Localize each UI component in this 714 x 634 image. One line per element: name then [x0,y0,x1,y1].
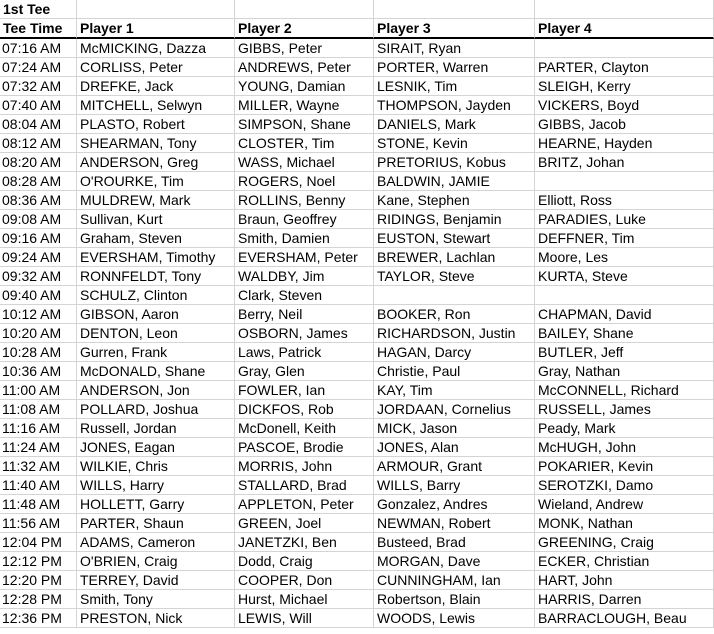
table-row [0,381,714,400]
table-row [0,191,714,210]
player-4-cell[interactable]: Elliott, Ross [535,191,714,210]
tee-time-cell[interactable]: 11:00 AM [0,381,77,400]
table-row [0,115,714,134]
tee-time-cell[interactable]: 07:32 AM [0,77,77,96]
player-1-cell[interactable]: GIBSON, Aaron [77,305,235,324]
player-1-cell[interactable]: WILLS, Harry [77,476,235,495]
player-1-cell[interactable]: ADAMS, Cameron [77,533,235,552]
header-player-2[interactable]: Player 2 [235,19,374,39]
player-1-cell[interactable]: EVERSHAM, Timothy [77,248,235,267]
player-1-cell[interactable]: O'ROURKE, Tim [77,172,235,191]
table-row [0,153,714,172]
player-2-cell[interactable]: OSBORN, James [235,324,374,343]
player-2-cell[interactable]: Laws, Patrick [235,343,374,362]
table-row [0,39,714,58]
player-3-cell[interactable]: LESNIK, Tim [374,77,535,96]
tee-time-cell[interactable]: 07:24 AM [0,58,77,77]
player-3-cell[interactable]: ARMOUR, Grant [374,457,535,476]
player-3-cell[interactable] [374,286,535,305]
table-body [0,39,714,628]
player-4-cell[interactable] [535,39,714,58]
player-4-cell[interactable]: VICKERS, Boyd [535,96,714,115]
player-3-cell[interactable]: WOODS, Lewis [374,609,535,628]
player-2-cell[interactable]: SIMPSON, Shane [235,115,374,134]
player-2-cell[interactable]: GIBBS, Peter [235,39,374,58]
player-1-cell[interactable]: PARTER, Shaun [77,514,235,533]
table-row [0,571,714,590]
table-row [0,495,714,514]
tee-time-cell[interactable]: 10:20 AM [0,324,77,343]
player-1-cell[interactable]: ANDERSON, Jon [77,381,235,400]
empty-cell[interactable] [235,0,374,19]
player-3-cell[interactable]: JONES, Alan [374,438,535,457]
player-4-cell[interactable]: McHUGH, John [535,438,714,457]
table-row [0,476,714,495]
player-3-cell[interactable]: MICK, Jason [374,419,535,438]
player-3-cell[interactable]: Busteed, Brad [374,533,535,552]
player-1-cell[interactable]: Russell, Jordan [77,419,235,438]
player-3-cell[interactable]: TAYLOR, Steve [374,267,535,286]
player-4-cell[interactable] [535,286,714,305]
player-4-cell[interactable]: CHAPMAN, David [535,305,714,324]
player-4-cell[interactable]: SEROTZKI, Damo [535,476,714,495]
table-row [0,609,714,628]
empty-cell[interactable] [535,0,714,19]
table-row [0,172,714,191]
tee-time-cell[interactable]: 09:16 AM [0,229,77,248]
player-4-cell[interactable] [535,172,714,191]
player-2-cell[interactable]: LEWIS, Will [235,609,374,628]
table-row [0,77,714,96]
player-4-cell[interactable]: BARRACLOUGH, Beau [535,609,714,628]
tee-time-cell[interactable]: 08:36 AM [0,191,77,210]
tee-time-cell[interactable]: 12:20 PM [0,571,77,590]
player-4-cell[interactable]: McCONNELL, Richard [535,381,714,400]
player-3-cell[interactable]: PRETORIUS, Kobus [374,153,535,172]
table-row [0,229,714,248]
empty-cell[interactable] [77,0,235,19]
player-3-cell[interactable]: RICHARDSON, Justin [374,324,535,343]
player-4-cell[interactable]: HEARNE, Hayden [535,134,714,153]
player-4-cell[interactable]: MONK, Nathan [535,514,714,533]
tee-time-cell[interactable]: 09:40 AM [0,286,77,305]
player-2-cell[interactable]: WASS, Michael [235,153,374,172]
player-1-cell[interactable]: POLLARD, Joshua [77,400,235,419]
player-2-cell[interactable]: ROLLINS, Benny [235,191,374,210]
tee-time-cell[interactable]: 12:12 PM [0,552,77,571]
tee-time-cell[interactable]: 11:08 AM [0,400,77,419]
table-row [0,590,714,609]
player-4-cell[interactable]: GREENING, Craig [535,533,714,552]
player-2-cell[interactable]: APPLETON, Peter [235,495,374,514]
header-player-4[interactable]: Player 4 [535,19,714,39]
player-2-cell[interactable]: Dodd, Craig [235,552,374,571]
tee-time-cell[interactable]: 10:12 AM [0,305,77,324]
player-2-cell[interactable]: STALLARD, Brad [235,476,374,495]
table-row [0,419,714,438]
tee-time-cell[interactable]: 08:20 AM [0,153,77,172]
tee-time-cell[interactable]: 11:56 AM [0,514,77,533]
player-3-cell[interactable]: EUSTON, Stewart [374,229,535,248]
player-4-cell[interactable]: SLEIGH, Kerry [535,77,714,96]
player-4-cell[interactable]: HART, John [535,571,714,590]
table-row [0,438,714,457]
player-1-cell[interactable]: RONNFELDT, Tony [77,267,235,286]
player-1-cell[interactable]: SCHULZ, Clinton [77,286,235,305]
table-row [0,514,714,533]
player-4-cell[interactable]: HARRIS, Darren [535,590,714,609]
player-3-cell[interactable]: Robertson, Blain [374,590,535,609]
player-3-cell[interactable]: THOMPSON, Jayden [374,96,535,115]
table-row [0,267,714,286]
player-3-cell[interactable]: WILLS, Barry [374,476,535,495]
player-1-cell[interactable]: Sullivan, Kurt [77,210,235,229]
player-3-cell[interactable]: KAY, Tim [374,381,535,400]
player-4-cell[interactable]: Gray, Nathan [535,362,714,381]
tee-time-cell[interactable]: 11:24 AM [0,438,77,457]
player-2-cell[interactable]: COOPER, Don [235,571,374,590]
tee-time-cell[interactable]: 09:32 AM [0,267,77,286]
player-2-cell[interactable]: ROGERS, Noel [235,172,374,191]
sheet-title-cell[interactable]: 1st Tee [0,0,77,19]
player-3-cell[interactable]: BOOKER, Ron [374,305,535,324]
player-3-cell[interactable]: SIRAIT, Ryan [374,39,535,58]
player-2-cell[interactable]: Smith, Damien [235,229,374,248]
player-3-cell[interactable]: Kane, Stephen [374,191,535,210]
table-row [0,96,714,115]
table-row [0,343,714,362]
player-1-cell[interactable]: DREFKE, Jack [77,77,235,96]
tee-time-cell[interactable]: 10:28 AM [0,343,77,362]
player-3-cell[interactable]: JORDAAN, Cornelius [374,400,535,419]
table-row [0,533,714,552]
player-4-cell[interactable]: KURTA, Steve [535,267,714,286]
player-4-cell[interactable]: Moore, Les [535,248,714,267]
player-2-cell[interactable]: WALDBY, Jim [235,267,374,286]
table-row [0,362,714,381]
player-2-cell[interactable]: MILLER, Wayne [235,96,374,115]
empty-cell[interactable] [374,0,535,19]
header-tee-time[interactable]: Tee Time [0,19,77,39]
table-row [0,305,714,324]
player-3-cell[interactable]: Gonzalez, Andres [374,495,535,514]
player-2-cell[interactable]: Braun, Geoffrey [235,210,374,229]
header-player-3[interactable]: Player 3 [374,19,535,39]
player-3-cell[interactable]: BREWER, Lachlan [374,248,535,267]
player-3-cell[interactable]: MORGAN, Dave [374,552,535,571]
player-1-cell[interactable]: PLASTO, Robert [77,115,235,134]
player-1-cell[interactable]: Graham, Steven [77,229,235,248]
header-row [0,19,714,39]
tee-time-cell[interactable]: 08:04 AM [0,115,77,134]
player-4-cell[interactable]: GIBBS, Jacob [535,115,714,134]
player-2-cell[interactable]: ANDREWS, Peter [235,58,374,77]
table-row [0,210,714,229]
tee-time-cell[interactable]: 11:48 AM [0,495,77,514]
player-3-cell[interactable]: RIDINGS, Benjamin [374,210,535,229]
player-3-cell[interactable]: STONE, Kevin [374,134,535,153]
player-2-cell[interactable]: EVERSHAM, Peter [235,248,374,267]
player-3-cell[interactable]: HAGAN, Darcy [374,343,535,362]
player-1-cell[interactable]: MITCHELL, Selwyn [77,96,235,115]
table-row [0,552,714,571]
tee-time-cell[interactable]: 12:04 PM [0,533,77,552]
player-1-cell[interactable]: PRESTON, Nick [77,609,235,628]
player-3-cell[interactable]: CUNNINGHAM, Ian [374,571,535,590]
player-1-cell[interactable]: O'BRIEN, Craig [77,552,235,571]
tee-time-cell[interactable]: 11:40 AM [0,476,77,495]
player-2-cell[interactable]: Hurst, Michael [235,590,374,609]
player-2-cell[interactable]: MORRIS, John [235,457,374,476]
player-2-cell[interactable]: Berry, Neil [235,305,374,324]
player-2-cell[interactable]: CLOSTER, Tim [235,134,374,153]
player-4-cell[interactable]: BAILEY, Shane [535,324,714,343]
player-1-cell[interactable]: Gurren, Frank [77,343,235,362]
title-row [0,0,714,19]
tee-time-cell[interactable]: 12:28 PM [0,590,77,609]
player-3-cell[interactable]: Christie, Paul [374,362,535,381]
player-3-cell[interactable]: BALDWIN, JAMIE [374,172,535,191]
player-1-cell[interactable]: MULDREW, Mark [77,191,235,210]
player-1-cell[interactable]: McMICKING, Dazza [77,39,235,58]
player-1-cell[interactable]: JONES, Eagan [77,438,235,457]
player-1-cell[interactable]: ANDERSON, Greg [77,153,235,172]
player-2-cell[interactable]: FOWLER, Ian [235,381,374,400]
player-3-cell[interactable]: NEWMAN, Robert [374,514,535,533]
tee-time-cell[interactable]: 07:40 AM [0,96,77,115]
player-2-cell[interactable]: McDonell, Keith [235,419,374,438]
table-row [0,58,714,77]
tee-time-cell[interactable]: 07:16 AM [0,39,77,58]
player-4-cell[interactable]: BUTLER, Jeff [535,343,714,362]
player-1-cell[interactable]: McDONALD, Shane [77,362,235,381]
player-4-cell[interactable]: POKARIER, Kevin [535,457,714,476]
player-4-cell[interactable]: ECKER, Christian [535,552,714,571]
player-2-cell[interactable]: YOUNG, Damian [235,77,374,96]
player-2-cell[interactable]: DICKFOS, Rob [235,400,374,419]
player-3-cell[interactable]: DANIELS, Mark [374,115,535,134]
table-row [0,457,714,476]
player-4-cell[interactable]: BRITZ, Johan [535,153,714,172]
tee-time-cell[interactable]: 09:24 AM [0,248,77,267]
tee-time-cell[interactable]: 11:16 AM [0,419,77,438]
table-row [0,400,714,419]
player-1-cell[interactable]: SHEARMAN, Tony [77,134,235,153]
player-2-cell[interactable]: PASCOE, Brodie [235,438,374,457]
player-4-cell[interactable]: Peady, Mark [535,419,714,438]
player-3-cell[interactable]: PORTER, Warren [374,58,535,77]
player-4-cell[interactable]: Wieland, Andrew [535,495,714,514]
table-row [0,134,714,153]
header-player-1[interactable]: Player 1 [77,19,235,39]
player-4-cell[interactable]: DEFFNER, Tim [535,229,714,248]
tee-time-cell[interactable]: 08:28 AM [0,172,77,191]
player-4-cell[interactable]: PARTER, Clayton [535,58,714,77]
player-1-cell[interactable]: WILKIE, Chris [77,457,235,476]
player-1-cell[interactable]: DENTON, Leon [77,324,235,343]
tee-time-cell[interactable]: 11:32 AM [0,457,77,476]
player-2-cell[interactable]: JANETZKI, Ben [235,533,374,552]
player-4-cell[interactable]: RUSSELL, James [535,400,714,419]
player-1-cell[interactable]: CORLISS, Peter [77,58,235,77]
table-row [0,324,714,343]
table-row [0,286,714,305]
player-4-cell[interactable]: PARADIES, Luke [535,210,714,229]
player-2-cell[interactable]: Clark, Steven [235,286,374,305]
player-2-cell[interactable]: Gray, Glen [235,362,374,381]
player-1-cell[interactable]: TERREY, David [77,571,235,590]
player-1-cell[interactable]: HOLLETT, Garry [77,495,235,514]
tee-time-cell[interactable]: 12:36 PM [0,609,77,628]
table-row [0,248,714,267]
tee-time-cell[interactable]: 09:08 AM [0,210,77,229]
player-1-cell[interactable]: Smith, Tony [77,590,235,609]
tee-time-cell[interactable]: 10:36 AM [0,362,77,381]
player-2-cell[interactable]: GREEN, Joel [235,514,374,533]
tee-time-cell[interactable]: 08:12 AM [0,134,77,153]
